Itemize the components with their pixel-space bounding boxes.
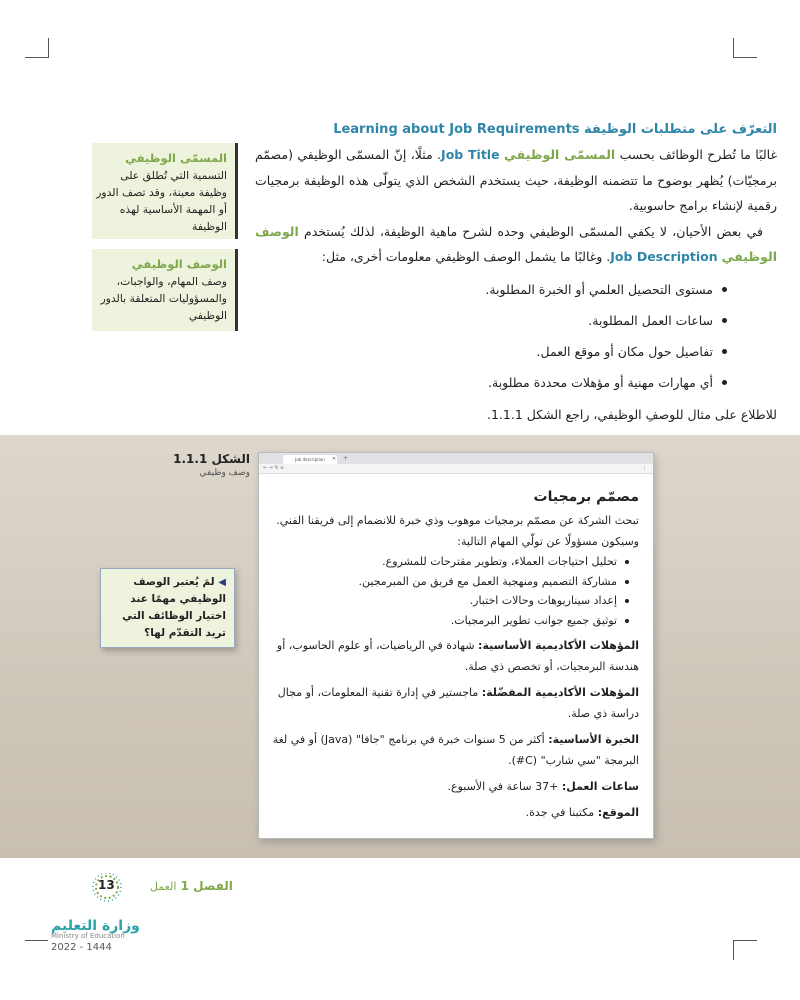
crop-mark: [734, 940, 757, 941]
year-label: 2022 - 1444: [51, 942, 112, 953]
browser-window: [258, 452, 654, 839]
glossary-job-description: [92, 249, 238, 331]
list-item: مستوى التحصيل العلمي أو الخبرة المطلوبة.: [255, 274, 713, 305]
list-item: إعداد سيناريوهات وحالات اختبار.: [267, 591, 617, 611]
navigation-icons[interactable]: ← → ↻ ⌂: [263, 465, 284, 471]
main-section: [255, 118, 777, 428]
list-item: تفاصيل حول مكان أو موقع العمل.: [255, 336, 713, 367]
crop-mark: [734, 57, 757, 58]
requirements-list: [255, 274, 777, 398]
browser-tab[interactable]: Job description: [283, 455, 337, 464]
list-item: توثيق جميع جوانب تطوير البرمجيات.: [267, 611, 617, 631]
chapter-label: الفصل 1 العمل: [150, 879, 233, 893]
close-tab-icon[interactable]: ✕: [332, 456, 337, 462]
basic-qualifications: المؤهلات الأكاديمية الأساسية: شهادة في الرياضيات، أو علوم الحاسوب، أو هندسة البرمجيات، أو تخصص ذي صلة.: [276, 639, 639, 673]
glossary-definition: التسمية التي تُطلق على وظيفة معينة، وقد تصف الدور أو المهمة الأساسية لهذه الوظيفة: [96, 169, 227, 233]
job-intro: وسيكون مسؤولًا عن تولّي المهام التالية:: [457, 535, 639, 548]
list-item: أي مهارات مهنية أو مؤهلات محددة مطلوبة.: [255, 367, 713, 398]
figure-caption: [150, 452, 250, 478]
section-title: التعرّف على متطلبات الوظيفة Learning about Job Requirements: [333, 122, 777, 137]
crop-mark: [48, 38, 49, 58]
question-text: لمَ يُعتبر الوصف الوظيفي مهمًا عند اختيار الوظائف التي تريد التقدّم لها؟: [122, 576, 226, 639]
list-item: تحليل احتياجات العملاء، وتطوير مقترحات للمشروع.: [267, 552, 617, 572]
paragraph-1: غالبًا ما تُطرح الوظائف بحسب المسمّى الوظيفي Job Title. مثلًا، إنّ المسمّى الوظيفي (مصمّم برمجيّات) يُظهر بوضوح ما تتضمنه الوظيفة، حيث يستخدم الشخص الذي يتولّى هذه الوظيفة برمجيات رقمية لإنشاء برامج حاسوبية.: [255, 147, 777, 214]
figure-number: الشكل 1.1.1: [173, 452, 250, 466]
list-item: ساعات العمل المطلوبة.: [255, 305, 713, 336]
ministry-logo: وزارة التعليم Ministry of Education 2022 - 1444: [51, 918, 140, 953]
location: الموقع: مكتبنا في جدة.: [525, 806, 639, 819]
figure-reference: للاطلاع على مثال للوصفِ الوظيفي، راجع الشكل 1.1.1.: [486, 406, 777, 422]
glossary-term: الوصف الوظيفي: [131, 257, 227, 271]
figure-subtitle: وصف وظيفي: [199, 468, 250, 478]
menu-icon[interactable]: ⋮: [642, 465, 647, 471]
task-list: [267, 552, 639, 630]
list-item: مشاركة التصميم ومنهجية العمل مع فريق من المبرمجين.: [267, 572, 617, 592]
new-tab-icon[interactable]: +: [343, 455, 349, 462]
browser-tab-bar: [259, 453, 653, 464]
experience: الخبرة الأساسية: أكثر من 5 سنوات خبرة في برنامج "جافا" (Java) أو في لغة البرمجة "سي شارب" (C#).: [272, 733, 639, 767]
glossary-definition: وصف المهام، والواجبات، والمسؤوليات المتعلقة بالدور الوظيفي: [100, 275, 227, 322]
work-hours: ساعات العمل: +37 ساعة في الأسبوع.: [447, 780, 639, 793]
page-number: 13: [87, 873, 127, 901]
job-title: مصمّم برمجيات: [533, 489, 639, 505]
crop-mark: [733, 940, 734, 960]
glossary-job-title: [92, 143, 238, 239]
crop-mark: [25, 940, 48, 941]
address-bar[interactable]: [259, 464, 653, 474]
crop-mark: [25, 57, 48, 58]
paragraph-2: في بعض الأحيان، لا يكفي المسمّى الوظيفي وحده لشرح ماهية الوظيفة، لذلك يُستخدم الوصف الوظيفي Job Description. وغالبًا ما يشمل الوصف الوظيفي معلومات أخرى، مثل:: [255, 223, 777, 265]
glossary-term: المسمّى الوظيفي: [125, 151, 227, 165]
job-posting: [259, 474, 653, 823]
triangle-pointer-icon: ◀: [218, 577, 226, 588]
preferred-qualifications: المؤهلات الأكاديمية المفضّلة: ماجستير في إدارة تقنية المعلومات، أو مجال دراسة ذي صلة.: [277, 686, 639, 720]
question-box: [100, 568, 235, 648]
crop-mark: [733, 38, 734, 58]
job-intro: تبحث الشركة عن مصمّم برمجيات موهوب وذي خبرة للانضمام إلى فريقنا الفني.: [276, 514, 639, 527]
